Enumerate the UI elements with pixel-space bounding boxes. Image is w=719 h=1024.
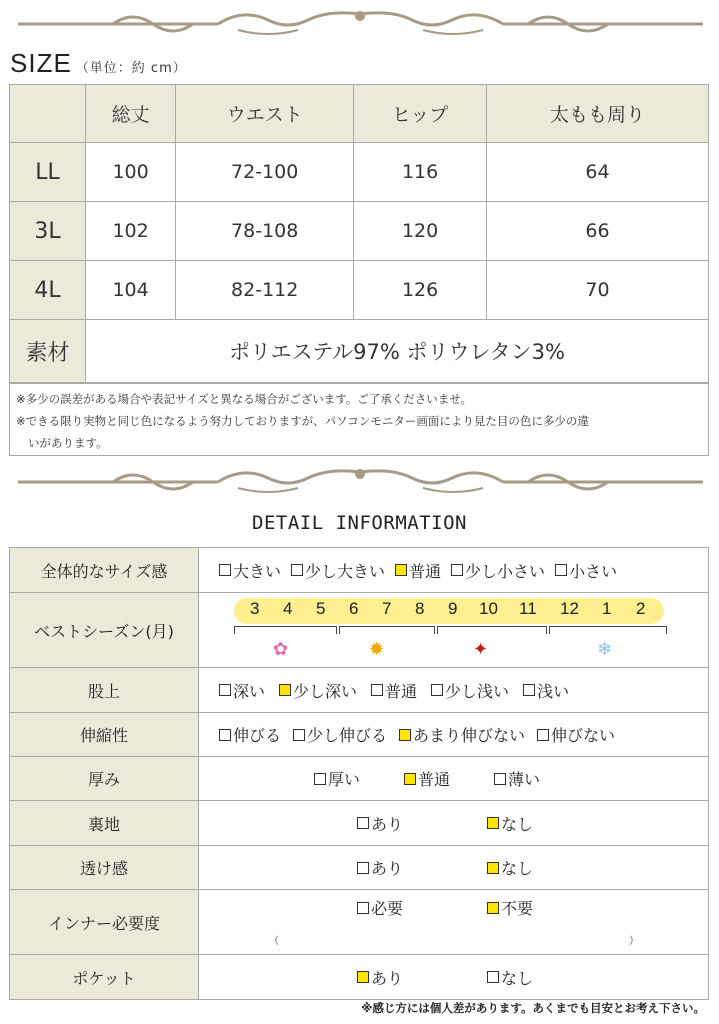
detail-label: ベストシーズン(月) bbox=[10, 593, 199, 668]
checkbox bbox=[371, 684, 383, 696]
detail-row-sheer bbox=[10, 846, 709, 890]
option-no: なし bbox=[487, 966, 533, 989]
detail-label: 透け感 bbox=[10, 846, 199, 890]
stretch-options bbox=[199, 723, 708, 746]
month-label: 1 bbox=[602, 599, 612, 618]
checkbox-checked bbox=[487, 817, 499, 829]
season-chart bbox=[199, 593, 708, 667]
month-label: 2 bbox=[636, 599, 646, 618]
checkbox bbox=[219, 729, 231, 741]
size-cell: 120 bbox=[354, 202, 487, 261]
option-normal: 普通 bbox=[404, 767, 450, 790]
checkbox-checked bbox=[395, 564, 407, 576]
paren-open: （ bbox=[269, 936, 279, 947]
month-label: 6 bbox=[349, 599, 359, 618]
lining-options bbox=[199, 812, 708, 835]
detail-label: 股上 bbox=[10, 668, 199, 713]
checkbox bbox=[219, 684, 231, 696]
note-line: ※多少の誤差がある場合や表記サイズと異なる場合がございます。ご了承くださいませ。 bbox=[16, 392, 472, 406]
inner-options bbox=[199, 890, 708, 919]
option-yes: あり bbox=[357, 856, 403, 879]
option-large: 大きい bbox=[219, 559, 281, 582]
size-label: 3L bbox=[10, 202, 86, 261]
checkbox-checked bbox=[404, 773, 416, 785]
size-row bbox=[10, 143, 709, 202]
month-label: 10 bbox=[479, 599, 498, 618]
winter-bracket bbox=[549, 626, 667, 634]
size-cell: 78-108 bbox=[176, 202, 354, 261]
column-header: ヒップ bbox=[354, 85, 487, 143]
size-cell: 64 bbox=[486, 143, 708, 202]
month-label: 3 bbox=[250, 599, 260, 618]
month-label: 11 bbox=[519, 599, 537, 618]
detail-row-thickness bbox=[10, 757, 709, 801]
checkbox bbox=[357, 862, 369, 874]
checkbox-checked bbox=[487, 902, 499, 914]
checkbox-checked bbox=[279, 684, 291, 696]
option-slightly-large: 少し大きい bbox=[291, 559, 385, 582]
note-line: いがあります。 bbox=[28, 436, 108, 450]
size-table bbox=[9, 84, 709, 383]
summer-bracket bbox=[339, 626, 435, 634]
option-normal: 普通 bbox=[371, 679, 417, 702]
checkbox bbox=[314, 773, 326, 785]
size-unit: （単位：約 cm） bbox=[75, 61, 187, 76]
option-barely-stretches: あまり伸びない bbox=[399, 723, 525, 746]
size-cell: 116 bbox=[354, 143, 487, 202]
option-not-needed: 不要 bbox=[487, 896, 533, 919]
cherry-blossom-icon: ✿ bbox=[273, 639, 289, 660]
size-label: 4L bbox=[10, 261, 86, 320]
checkbox-checked bbox=[399, 729, 411, 741]
option-yes: あり bbox=[357, 812, 403, 835]
autumn-bracket bbox=[437, 626, 547, 634]
checkbox-checked bbox=[357, 971, 369, 983]
detail-row-lining bbox=[10, 801, 709, 846]
month-label: 8 bbox=[415, 599, 425, 618]
sunflower-icon: ✹ bbox=[369, 639, 385, 660]
detail-label: ポケット bbox=[10, 955, 199, 1000]
detail-row-stretch bbox=[10, 713, 709, 757]
checkbox bbox=[357, 902, 369, 914]
footer-note: ※感じ方には個人差があります。あくまでも目安とお考え下さい。 bbox=[361, 1001, 705, 1015]
option-yes: あり bbox=[357, 966, 403, 989]
detail-row-best-season bbox=[10, 593, 709, 668]
note-line: ※できる限り実物と同じ色になるよう努力しておりますが、パソコンモニター画面により見た目の色に多少の違 bbox=[16, 414, 589, 428]
size-row bbox=[10, 261, 709, 320]
checkbox bbox=[431, 684, 443, 696]
pocket-options bbox=[199, 966, 708, 989]
month-label: 9 bbox=[448, 599, 458, 618]
checkbox bbox=[523, 684, 535, 696]
material-label: 素材 bbox=[10, 320, 86, 383]
checkbox bbox=[219, 564, 231, 576]
size-heading: SIZE （単位：約 cm） bbox=[10, 48, 187, 78]
column-header: 総丈 bbox=[86, 85, 176, 143]
detail-label: インナー必要度 bbox=[10, 890, 199, 955]
snowflake-icon: ❄ bbox=[597, 639, 613, 660]
detail-label: 裏地 bbox=[10, 801, 199, 846]
detail-label: 全体的なサイズ感 bbox=[10, 548, 199, 593]
rise-options bbox=[199, 679, 708, 702]
month-label: 7 bbox=[382, 599, 392, 618]
size-cell: 104 bbox=[86, 261, 176, 320]
checkbox bbox=[487, 971, 499, 983]
option-thick: 厚い bbox=[314, 767, 360, 790]
detail-row-pocket bbox=[10, 955, 709, 1000]
size-cell: 102 bbox=[86, 202, 176, 261]
decorative-flourish-top bbox=[18, 8, 703, 38]
size-cell: 70 bbox=[486, 261, 708, 320]
option-thin: 薄い bbox=[494, 767, 540, 790]
detail-label: 伸縮性 bbox=[10, 713, 199, 757]
option-small: 小さい bbox=[555, 559, 617, 582]
checkbox bbox=[357, 817, 369, 829]
detail-label: 厚み bbox=[10, 757, 199, 801]
material-row bbox=[10, 320, 709, 383]
detail-row-inner bbox=[10, 890, 709, 955]
option-slightly-deep: 少し深い bbox=[279, 679, 357, 702]
checkbox bbox=[494, 773, 506, 785]
option-slightly-small: 少し小さい bbox=[451, 559, 545, 582]
option-no: なし bbox=[487, 856, 533, 879]
option-slightly-shallow: 少し浅い bbox=[431, 679, 509, 702]
material-value: ポリエステル97% ポリウレタン3% bbox=[86, 320, 709, 383]
size-corner-cell bbox=[10, 85, 86, 143]
option-shallow: 浅い bbox=[523, 679, 569, 702]
size-cell: 66 bbox=[486, 202, 708, 261]
size-cell: 72-100 bbox=[176, 143, 354, 202]
option-normal: 普通 bbox=[395, 559, 441, 582]
option-deep: 深い bbox=[219, 679, 265, 702]
option-no-stretch: 伸びない bbox=[537, 723, 615, 746]
decorative-flourish-middle bbox=[18, 466, 703, 496]
column-header: ウエスト bbox=[176, 85, 354, 143]
spring-bracket bbox=[234, 626, 337, 634]
month-label: 12 bbox=[560, 599, 579, 618]
detail-table bbox=[9, 547, 709, 1000]
size-notes bbox=[9, 383, 709, 456]
checkbox bbox=[537, 729, 549, 741]
sheer-options bbox=[199, 856, 708, 879]
checkbox bbox=[291, 564, 303, 576]
option-slightly-stretches: 少し伸びる bbox=[293, 723, 387, 746]
size-feel-options bbox=[199, 559, 708, 582]
month-label: 4 bbox=[283, 599, 293, 618]
checkbox bbox=[293, 729, 305, 741]
size-cell: 126 bbox=[354, 261, 487, 320]
detail-heading: DETAIL INFORMATION bbox=[252, 512, 467, 534]
size-label: LL bbox=[10, 143, 86, 202]
checkbox bbox=[451, 564, 463, 576]
option-stretches: 伸びる bbox=[219, 723, 281, 746]
size-cell: 82-112 bbox=[176, 261, 354, 320]
checkbox-checked bbox=[487, 862, 499, 874]
month-label: 5 bbox=[316, 599, 326, 618]
checkbox bbox=[555, 564, 567, 576]
paren-close: ） bbox=[629, 936, 639, 947]
size-row bbox=[10, 202, 709, 261]
maple-leaf-icon: ✦ bbox=[473, 639, 489, 660]
column-header: 太もも周り bbox=[486, 85, 708, 143]
option-no: なし bbox=[487, 812, 533, 835]
detail-row-size-feel bbox=[10, 548, 709, 593]
thickness-options bbox=[199, 767, 708, 790]
detail-row-rise bbox=[10, 668, 709, 713]
option-needed: 必要 bbox=[357, 896, 403, 919]
size-cell: 100 bbox=[86, 143, 176, 202]
